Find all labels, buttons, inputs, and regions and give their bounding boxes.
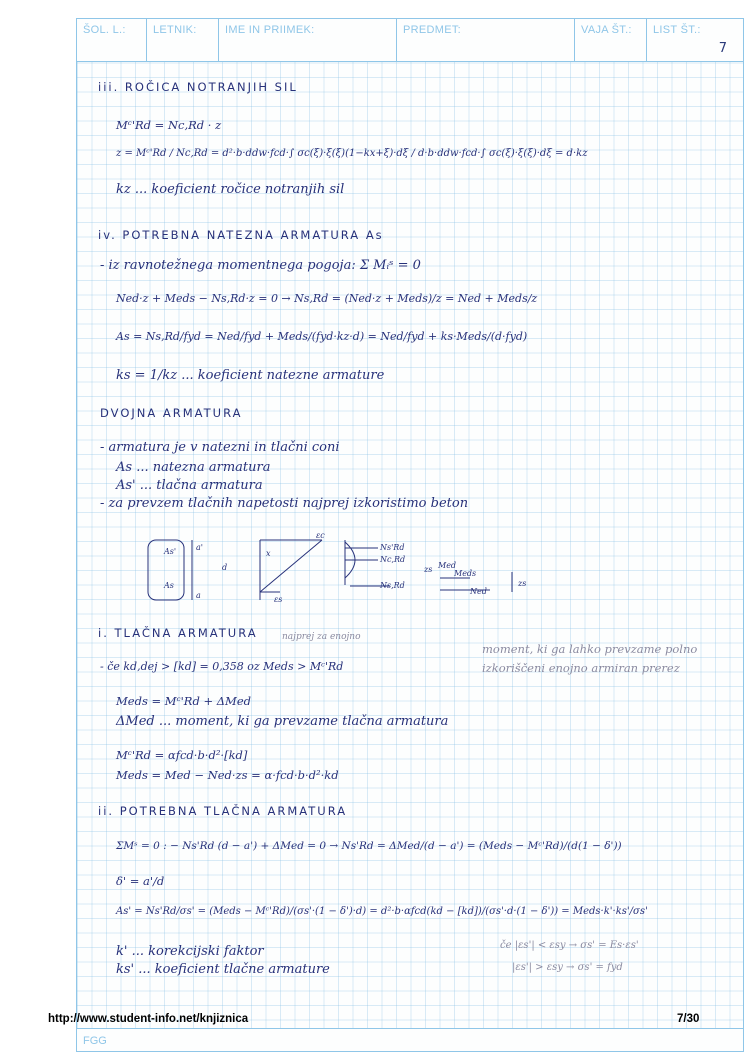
text-compression-reinforcement: As' ... tlačna armatura <box>116 478 263 493</box>
definition-kz: kz ... koeficient ročice notranjih sil <box>116 182 345 197</box>
label-ns-rd: Ns,Rd <box>380 581 405 590</box>
heading-compression-reinforcement: i. TLAČNA ARMATURA <box>98 626 258 640</box>
label-eps-s: εs <box>274 595 283 604</box>
text-equilibrium-condition: - iz ravnotežnega momentnega pogoja: Σ Mᵢˢ = 0 <box>100 258 421 273</box>
label-eps-c: εc <box>316 531 325 540</box>
header-school-cell: ŠOL. L.: <box>77 19 147 61</box>
label-nc-rd: Nc,Rd <box>380 555 406 564</box>
label-as: As <box>164 581 174 590</box>
equation-as: As = Ns,Rd/fyd = Ned/fyd + Meds/(fyd·kz·d) = Ned/fyd + ks·Meds/(d·fyd) <box>116 330 528 343</box>
header-year-cell: LETNIK: <box>147 19 219 61</box>
label-meds: Meds <box>454 569 477 578</box>
label-as-prime: As' <box>164 547 177 556</box>
label-a: a <box>196 591 201 600</box>
definition-ks-prime: ks' ... koeficient tlačne armature <box>116 962 330 977</box>
label-zs: zs <box>424 565 433 574</box>
text-reinforcement-zones: - armatura je v natezni in tlačni coni <box>100 440 340 455</box>
definition-delta-med: ΔMed ... moment, ki ga prevzame tlačna armatura <box>116 714 449 729</box>
equation-moment-rd: Mᶜ'Rd = Nc,Rd · z <box>116 118 222 132</box>
source-url[interactable]: http://www.student-info.net/knjiznica <box>48 1013 249 1025</box>
definition-ks: ks = 1/kz ... koeficient natezne armature <box>116 368 385 383</box>
handwritten-page-number: 7 <box>718 41 727 56</box>
header-name-cell: IME IN PRIIMEK: <box>219 19 397 61</box>
label-zs-right: zs <box>518 579 527 588</box>
heading-double-reinforcement: DVOJNA ARMATURA <box>100 406 243 420</box>
text-use-concrete-first: - za prevzem tlačnih napetosti najprej izkoristimo beton <box>100 496 469 511</box>
equation-delta-prime: δ' = a'/d <box>116 874 165 888</box>
label-a-prime: a' <box>196 543 203 552</box>
heading-tension-reinforcement: iv. POTREBNA NATEZNA ARMATURA As <box>98 228 384 242</box>
heading-required-compression: ii. POTREBNA TLAČNA ARMATURA <box>98 804 348 818</box>
equation-moment-balance: ΣMˢ = 0 : − Ns'Rd (d − a') + ΔMed = 0 → Ns'Rd = ΔMed/(d − a') = (Meds − Mᶜ'Rd)/(d(1 − δ')) <box>116 840 622 852</box>
definition-k-prime: k' ... korekcijski faktor <box>116 944 264 959</box>
note-yield-check: če |εs'| < εsy → σs' = Es·εs' <box>500 940 639 951</box>
sheet-header <box>77 19 743 62</box>
header-exercise-cell: VAJA ŠT.: <box>575 19 647 61</box>
note-moment-capacity: moment, ki ga lahko prevzame polno izkoriščeni enojno armiran prerez <box>482 642 698 675</box>
footer-fgg-label: FGG <box>83 1035 107 1047</box>
label-ns-prime-rd: Ns'Rd <box>380 543 405 552</box>
label-ned: Ned <box>470 587 487 596</box>
section-strain-force-sketch <box>140 530 560 610</box>
label-d: d <box>222 563 228 572</box>
sheet-footer <box>77 1028 743 1051</box>
heading-internal-lever-arm: iii. ROČICA NOTRANJIH SIL <box>98 80 298 94</box>
equation-lever-arm-z: z = Mᶜ'Rd / Nc,Rd = d²·b·ddw·fcd·∫ σc(ξ)·ξ(ξ)(1−kx+ξ)·dξ / d·b·ddw·fcd·∫ σc(ξ)·ξ(ξ)·dξ = d·kz <box>116 148 588 159</box>
note-yield-limit: |εs'| > εsy → σs' = fyd <box>512 962 623 973</box>
label-x: x <box>266 549 271 558</box>
equation-mc-rd: Mᶜ'Rd = αfcd·b·d²·[kd] <box>116 748 248 762</box>
text-tension-reinforcement: As ... natezna armatura <box>116 460 271 475</box>
label-med: Med <box>438 561 457 570</box>
equation-meds-expanded: Meds = Med − Ned·zs = α·fcd·b·d²·kd <box>116 768 339 782</box>
equation-ns-rd: Ned·z + Meds − Ns,Rd·z = 0 → Ns,Rd = (Ned·z + Meds)/z = Ned + Meds/z <box>116 292 538 305</box>
header-sheet-cell: LIST ŠT.: <box>653 24 701 36</box>
header-subject-cell: PREDMET: <box>397 19 575 61</box>
note-single-first: najprej za enojno <box>282 632 361 642</box>
equation-meds-sum: Meds = Mᶜ'Rd + ΔMed <box>116 694 251 708</box>
equation-as-prime: As' = Ns'Rd/σs' = (Meds − Mᶜ'Rd)/(σs'·(1 − δ')·d) = d²·b·αfcd(kd − [kd])/(σs'·d·(1 − δ')) = Meds·k'·ks'/σs' <box>116 906 648 917</box>
condition-kd-exceeds: - če kd,dej > [kd] = 0,358 oz Meds > Mᶜ'Rd <box>100 660 344 673</box>
page-counter: 7/30 <box>677 1013 700 1025</box>
